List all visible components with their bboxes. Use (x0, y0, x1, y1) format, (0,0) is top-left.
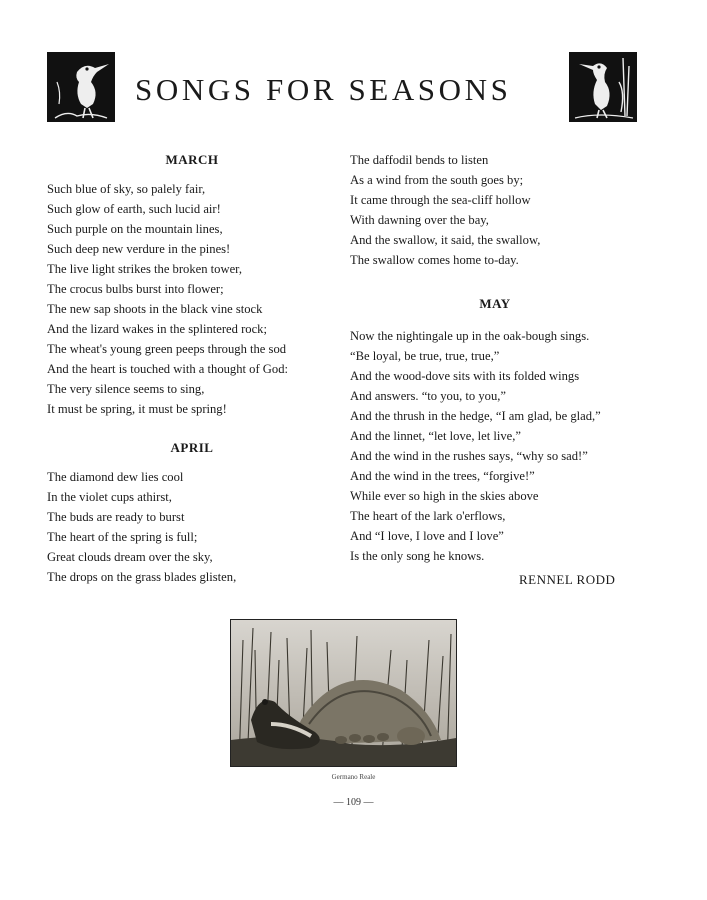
poem-line: Such blue of sky, so palely fair, (47, 182, 206, 196)
poem-line: In the violet cups athirst, (47, 490, 172, 504)
may-poem (350, 326, 650, 566)
poem-line: The buds are ready to burst (47, 510, 185, 524)
poem-line: The new sap shoots in the black vine stock (47, 302, 263, 316)
poem-line: The drops on the grass blades glisten, (47, 570, 237, 584)
april-poem (47, 467, 337, 587)
april-poem-continued (350, 150, 650, 270)
poem-line: Now the nightingale up in the oak-bough sings. (350, 329, 590, 343)
duck-nest-photograph (230, 619, 457, 767)
poem-line: The wheat's young green peeps through the sod (47, 342, 287, 356)
poem-line: It came through the sea-cliff hollow (350, 193, 531, 207)
poem-line: As a wind from the south goes by; (350, 173, 524, 187)
poem-line: And the wind in the trees, “forgive!” (350, 469, 535, 483)
poem-line: The very silence seems to sing, (47, 382, 205, 396)
poem-line: “Be loyal, be true, true, true,” (350, 349, 500, 363)
poem-line: The diamond dew lies cool (47, 470, 184, 484)
april-heading: APRIL (170, 440, 214, 455)
photo-caption: Germano Reale (331, 773, 376, 781)
poem-line: The live light strikes the broken tower, (47, 262, 242, 276)
poem-line: Great clouds dream over the sky, (47, 550, 213, 564)
poem-line: Such purple on the mountain lines, (47, 222, 223, 236)
right-column (350, 150, 650, 566)
heron-emblem-right-icon (569, 52, 637, 122)
poem-line: The heart of the lark o'erflows, (350, 509, 506, 523)
poem-line: Such glow of earth, such lucid air! (47, 202, 221, 216)
poem-line: The swallow comes home to-day. (350, 253, 519, 267)
poem-line: Such deep new verdure in the pines! (47, 242, 231, 256)
poem-line: The crocus bulbs burst into flower; (47, 282, 224, 296)
author-signature: RENNEL RODD (519, 572, 616, 587)
poem-line: With dawning over the bay, (350, 213, 489, 227)
poem-line: And the linnet, “let love, let live,” (350, 429, 522, 443)
poem-line: And “I love, I love and I love” (350, 529, 504, 543)
march-heading: MARCH (165, 152, 219, 167)
left-column (47, 152, 337, 587)
poem-line: Is the only song he knows. (350, 549, 485, 563)
poem-line: The daffodil bends to listen (350, 153, 489, 167)
heron-emblem-left-icon (47, 52, 115, 122)
poem-line: And the wood-dove sits with its folded wings (350, 369, 580, 383)
poem-line: And answers. “to you, to you,” (350, 389, 506, 403)
poem-line: It must be spring, it must be spring! (47, 402, 227, 416)
poem-line: And the wind in the rushes says, “why so sad!” (350, 449, 588, 463)
march-poem (47, 179, 337, 419)
page-title: SONGS FOR SEASONS (135, 72, 512, 107)
may-heading: MAY (479, 296, 511, 311)
poem-line: And the thrush in the hedge, “I am glad, be glad,” (350, 409, 601, 423)
poem-line: And the swallow, it said, the swallow, (350, 233, 541, 247)
page-number: — 109 — (333, 797, 374, 808)
poem-line: And the lizard wakes in the splintered rock; (47, 322, 267, 336)
poem-line: And the heart is touched with a thought of God: (47, 362, 288, 376)
poem-line: The heart of the spring is full; (47, 530, 198, 544)
poem-line: While ever so high in the skies above (350, 489, 539, 503)
